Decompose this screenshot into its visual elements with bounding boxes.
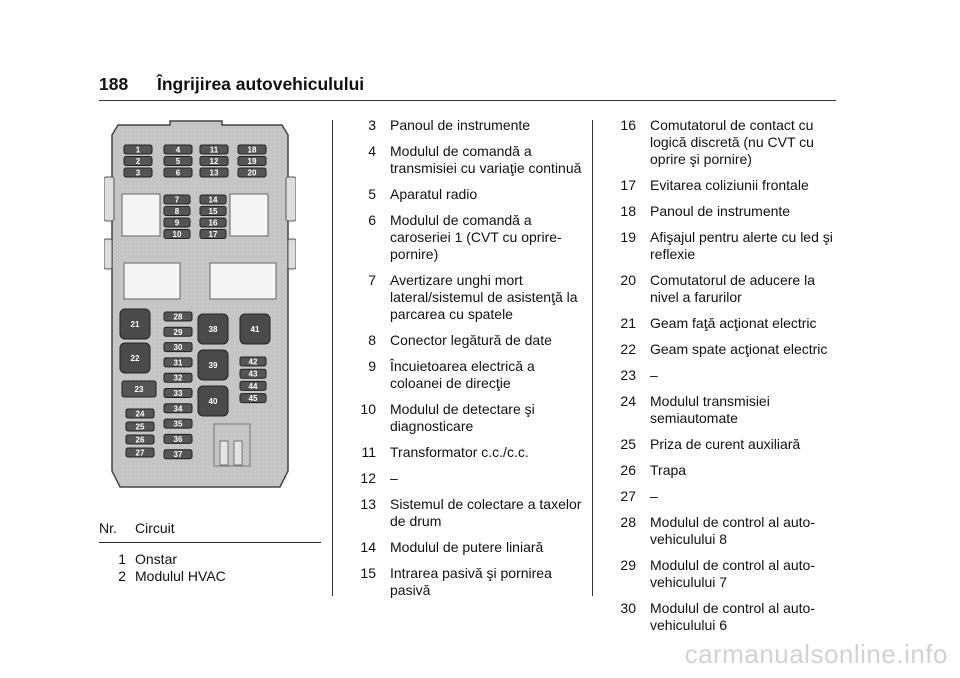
fuse-row [340,444,590,461]
fuse-row [340,401,590,435]
fuse-slot-label: 16 [208,218,218,228]
fuse-number: 22 [620,341,636,357]
fuse-row [606,229,846,263]
fuse-row [606,367,846,384]
fuse-box-diagram [104,119,296,496]
fuse-slot-label: 37 [173,450,183,460]
fuse-row [606,488,846,505]
fuse-row [606,393,846,427]
fuse-number: 17 [620,177,636,193]
fuse-row [340,186,590,203]
fuse-slot-label: 35 [173,419,183,429]
fuse-number: 20 [620,272,636,288]
fuse-circuit: Geam spate acţionat electric [650,341,828,357]
table-header-circuit: Circuit [135,520,175,536]
fuse-slot-label: 29 [173,327,183,337]
fuse-number: 8 [368,332,376,348]
fuse-slot-label: 20 [247,168,257,178]
relay-label: 21 [130,320,140,329]
fuse-circuit: Modulul de putere liniară [390,539,544,555]
fuse-number: 25 [620,436,636,452]
fuse-number: 29 [620,557,636,573]
fuse-circuit: Trapa [650,462,687,478]
fuse-circuit: Modulul HVAC [135,568,226,584]
fuse-row [340,496,590,530]
fuse-row [606,557,846,591]
table-header [99,520,321,543]
relay-label: 38 [208,325,218,334]
fuse-row [606,203,846,220]
fuse-circuit: Modulul de control al auto-vehiculului 7 [650,557,815,590]
fuse-circuit: Panoul de instrumente [650,203,791,219]
column-divider-1 [332,120,333,596]
fuse-list-column-3 [606,117,846,643]
fuse-row [606,600,846,634]
fuse-circuit: Intrarea pasivă şi pornirea pasivă [390,565,552,598]
relay-label: 40 [208,397,218,406]
fuse-number: 21 [620,315,636,331]
fuse-number: 30 [620,600,636,616]
fuse-number: 6 [368,212,376,228]
fuse-number: 16 [620,117,636,133]
fuse-slot-label: 12 [209,157,219,166]
fuse-number: 14 [360,539,376,555]
fuse-row [606,272,846,306]
fuse-slot-label: 34 [173,404,183,414]
fuse-row [606,514,846,548]
fuse-row [340,470,590,487]
fuse-circuit: Conector legătură de date [390,332,552,348]
fuse-number: 27 [620,488,636,504]
fuse-list-column-2 [340,117,590,608]
fuse-slot-label: 4 [175,145,181,155]
fuse-slot-label: 7 [174,195,180,205]
watermark: carmanualsonline.info [684,639,948,669]
fuse-row [340,272,590,323]
fuse-circuit: Afişajul pentru alerte cu led şi reflexie [650,229,833,262]
fuse-slot-label: 44 [248,381,258,391]
fuse-slot-label: 33 [173,389,183,398]
fuse-circuit: Priza de curent auxiliară [650,436,801,452]
fuse-number: 28 [620,514,636,530]
fuse-circuit: Modulul de control al auto-vehiculului 8 [650,514,815,547]
fuse-number: 3 [368,117,376,133]
fuse-number: 13 [360,496,376,512]
fuse-number: 26 [620,462,636,478]
fuse-slot-label: 43 [248,369,258,379]
fuse-slot-label: 36 [173,434,183,444]
fuse-slot-label: 1 [135,145,141,155]
fuse-slot-label: 6 [175,168,181,178]
fuse-number: 18 [620,203,636,219]
fuse-slot-label: 45 [248,394,258,404]
column-divider-2 [592,120,593,596]
fuse-row [340,212,590,263]
page-title: Îngrijirea autovehiculului [157,74,365,94]
fuse-row [340,332,590,349]
fuse-slot-label: 25 [135,422,145,432]
table-body [99,551,321,585]
fuse-number: 19 [620,229,636,245]
fuse-slot-label: 17 [208,230,218,239]
fuse-circuit: Aparatul radio [390,186,478,202]
fuse-number: 2 [118,568,126,584]
fuse-circuit: – [390,470,398,486]
fuse-table [99,520,321,585]
fuse-number: 11 [361,444,376,460]
fuse-circuit: Comutatorul de aducere la nivel a farurilor [650,272,815,305]
fuse-circuit: – [650,367,658,383]
fuse-circuit: Evitarea coliziunii frontale [650,177,809,193]
fuse-row [340,539,590,556]
fuse-row [99,568,321,585]
fuse-number: 7 [368,272,376,288]
fuse-number: 4 [368,143,376,159]
fuse-number: 15 [360,565,376,581]
page-header [99,74,364,95]
relay-label: 39 [208,361,218,370]
fuse-circuit: Modulul de control al auto-vehiculului 6 [650,600,815,633]
fuse-row [606,436,846,453]
fuse-circuit: Transformator c.c./c.c. [390,444,529,460]
fuse-row [340,358,590,392]
fuse-slot-label: 15 [208,207,218,216]
fuse-slot-label: 10 [172,230,182,239]
fuse-slot-label: 31 [173,358,183,368]
fuse-slot-label: 3 [135,168,141,178]
fuse-circuit: Încuietoarea electrică a coloanei de direcţie [390,358,535,391]
fuse-circuit: Modulul de comandă a transmisiei cu variaţie continuă [390,143,582,176]
fuse-circuit: Modulul transmisiei semiautomate [650,393,770,426]
table-header-nr: Nr. [99,520,117,536]
fuse-row [606,177,846,194]
fuse-circuit: Comutatorul de contact cu logică discretă (nu CVT cu oprire şi pornire) [650,117,814,167]
page-number: 188 [99,74,129,94]
header-rule [99,100,836,101]
fuse-number: 24 [620,393,636,409]
fuse-slot-label: 27 [135,448,145,458]
fuse-row [340,565,590,599]
fuse-slot-label: 19 [247,157,257,166]
fuse-slot-label: 24 [135,409,145,419]
fuse-circuit: Panoul de instrumente [390,117,531,133]
fuse-row [606,117,846,168]
fuse-row [606,341,846,358]
fuse-slot-label: 14 [208,195,218,205]
fuse-slot-label: 9 [174,218,180,228]
fuse-circuit: Onstar [135,551,178,567]
fuse-number: 10 [360,401,376,417]
fuse-slot-label: 32 [173,373,183,383]
fuse-number: 9 [368,358,376,374]
fuse-slot-label: 18 [247,145,257,155]
fuse-row [99,551,321,568]
relay-label: 22 [130,354,140,363]
fuse-circuit: Modulul de detectare şi diagnosticare [390,401,535,434]
fuse-circuit: Avertizare unghi mort lateral/sistemul de asistenţă la parcarea cu spatele [390,272,578,322]
fuse-circuit: Modulul de comandă a caroseriei 1 (CVT cu oprire-pornire) [390,212,562,262]
fuse-circuit: – [650,488,658,504]
fuse-number: 12 [360,470,376,486]
fuse-slot-label: 2 [135,157,141,166]
fuse-slot-label: 28 [173,312,183,322]
fuse-number: 23 [620,367,636,383]
fuse-slot-label: 23 [134,385,144,394]
fuse-slot-label: 13 [209,168,219,178]
fuse-slot-label: 8 [174,207,180,216]
fuse-slot-label: 11 [209,145,219,155]
fuse-number: 1 [118,551,126,567]
fuse-circuit: Geam faţă acţionat electric [650,315,817,331]
relay-label: 41 [250,325,260,334]
fuse-row [606,462,846,479]
fuse-number: 5 [368,186,376,202]
fuse-slot-label: 5 [175,157,181,166]
fuse-row [340,117,590,134]
fuse-slot-label: 26 [135,435,145,445]
fuse-slot-label: 30 [173,343,183,353]
fuse-row [340,143,590,177]
fuse-row [606,315,846,332]
fuse-circuit: Sistemul de colectare a taxelor de drum [390,496,582,529]
fuse-slot-label: 42 [248,357,258,367]
